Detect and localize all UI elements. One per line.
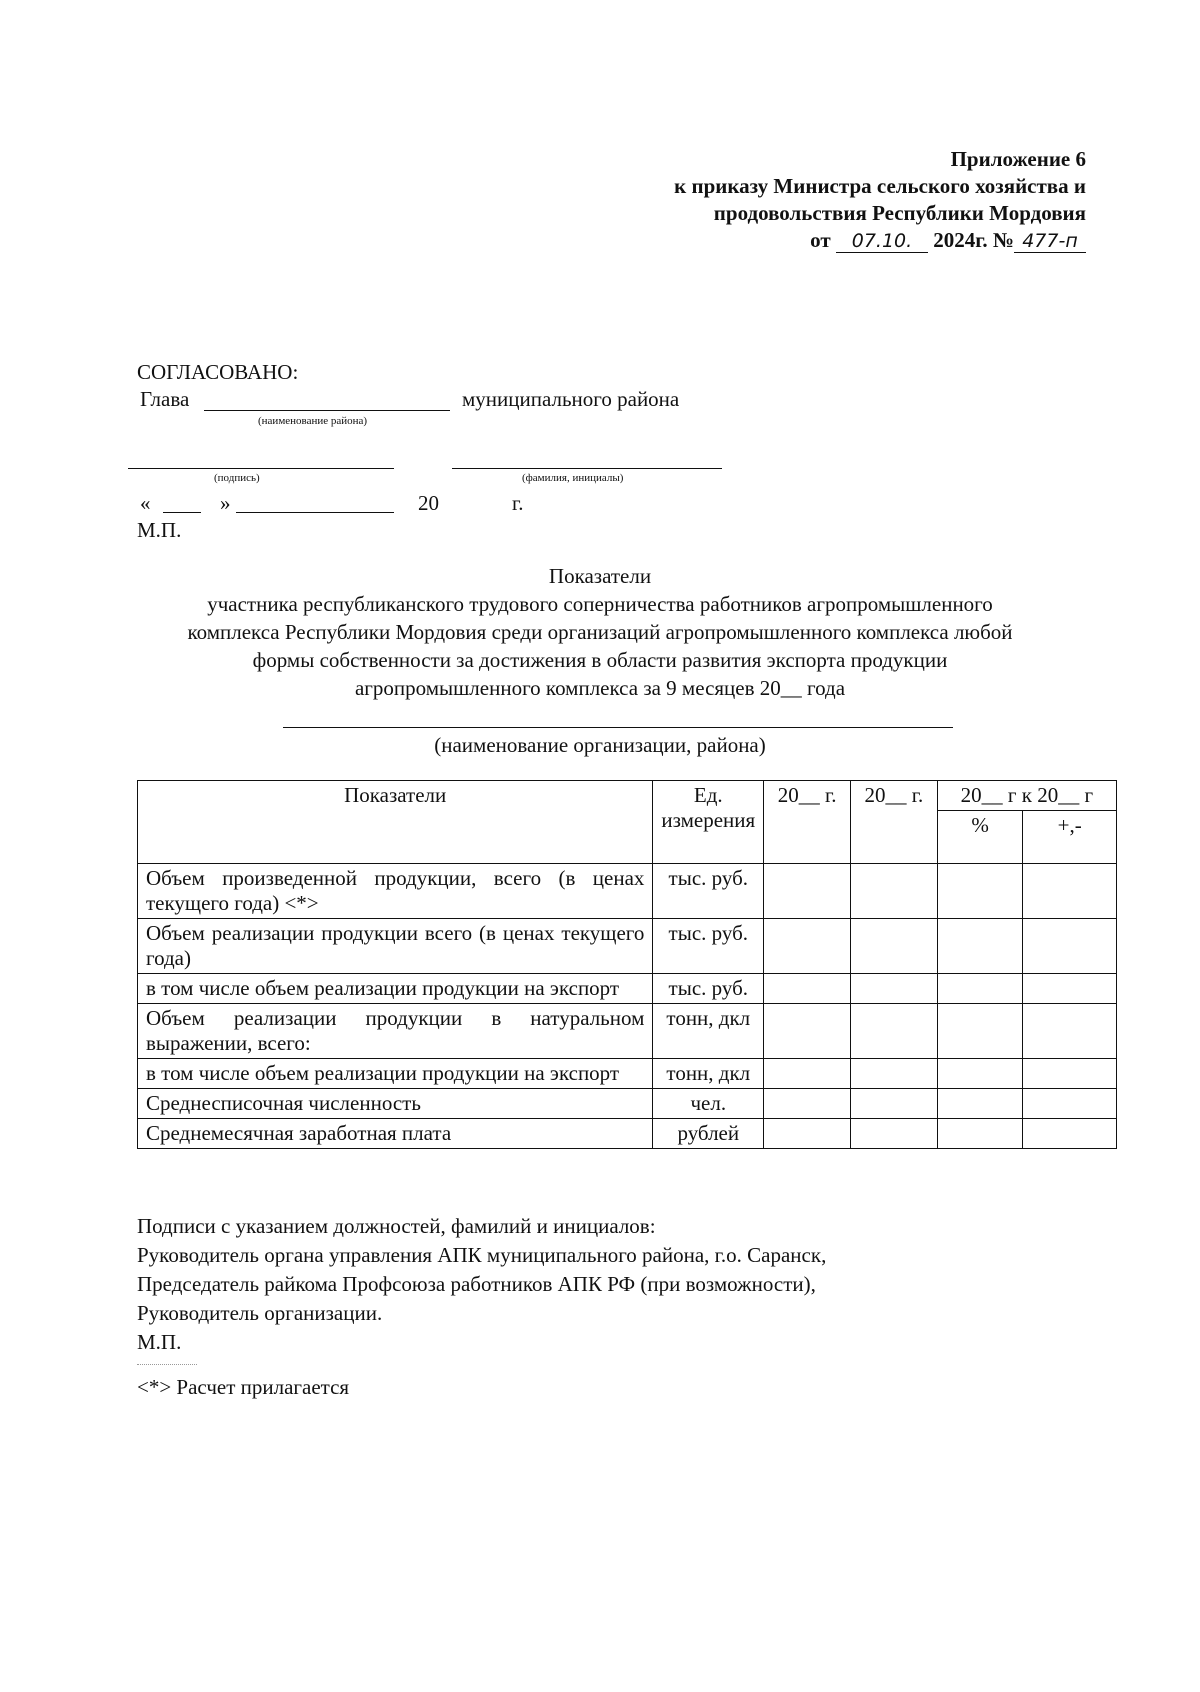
table-row <box>138 864 1117 919</box>
signatures-stamp: М.П. <box>137 1330 182 1354</box>
value-percent-cell[interactable] <box>937 864 1023 919</box>
table-row <box>138 1059 1117 1089</box>
appendix-ministry-line: продовольствия Республики Мордовия <box>713 201 1086 225</box>
value-year-2-cell[interactable] <box>850 864 937 919</box>
order-year: 2024г. № <box>933 228 1014 252</box>
district-caption: (наименование района) <box>258 415 368 427</box>
organization-caption: (наименование организации, района) <box>434 733 766 757</box>
indicator-name: Объем реализации продукции всего (в ценах текущего года) <box>138 919 653 974</box>
table-row <box>138 1004 1117 1059</box>
header-year-2: 20__ г. <box>850 781 937 864</box>
signature-union-chair: Председатель райкома Профсоюза работников АПК РФ (при возможности), <box>137 1272 816 1296</box>
indicator-name: Среднесписочная численность <box>138 1089 653 1119</box>
value-plus-minus-cell[interactable] <box>1023 1059 1117 1089</box>
header-plus-minus: +,- <box>1023 811 1117 864</box>
value-year-2-cell[interactable] <box>850 974 937 1004</box>
value-year-2-cell[interactable] <box>850 1089 937 1119</box>
indicator-name: Объем произведенной продукции, всего (в ценах текущего года) <*> <box>138 864 653 919</box>
indicator-unit: рублей <box>653 1119 764 1149</box>
document-title <box>150 562 1050 702</box>
signature-apk-head: Руководитель органа управления АПК муниципального района, г.о. Саранск, <box>137 1243 827 1267</box>
district-blank <box>204 410 450 411</box>
value-plus-minus-cell[interactable] <box>1023 864 1117 919</box>
title-line-1: Показатели <box>548 564 652 588</box>
indicator-name: Среднемесячная заработная плата <box>138 1119 653 1149</box>
value-percent-cell[interactable] <box>937 1004 1023 1059</box>
month-blank <box>236 512 394 513</box>
value-percent-cell[interactable] <box>937 919 1023 974</box>
table-row <box>138 974 1117 1004</box>
appendix-date-line <box>674 227 1086 254</box>
table-row <box>138 919 1117 974</box>
organization-blank <box>283 727 953 728</box>
approval-stamp: М.П. <box>137 518 182 542</box>
value-year-2-cell[interactable] <box>850 1119 937 1149</box>
header-indicators: Показатели <box>138 781 653 864</box>
table-header-row <box>138 781 1117 811</box>
year-label: 20 <box>418 491 439 515</box>
date-prefix: от <box>810 228 831 252</box>
approval-heading: СОГЛАСОВАНО: <box>137 360 299 384</box>
quote-close: » <box>220 491 231 515</box>
value-year-1-cell[interactable] <box>764 974 851 1004</box>
handwritten-order-number: 477-п <box>1014 230 1086 253</box>
appendix-number: Приложение 6 <box>950 147 1086 171</box>
title-line-2: участника республиканского трудового соперничества работников агропромышленного <box>207 592 993 616</box>
header-comparison: 20__ г к 20__ г <box>937 781 1116 811</box>
handwritten-date: 07.10. <box>836 230 928 253</box>
value-percent-cell[interactable] <box>937 974 1023 1004</box>
indicator-name: Объем реализации продукции в натуральном выражении, всего: <box>138 1004 653 1059</box>
footnote-separator <box>137 1364 197 1365</box>
value-year-1-cell[interactable] <box>764 1089 851 1119</box>
value-year-2-cell[interactable] <box>850 919 937 974</box>
indicator-unit: тыс. руб. <box>653 864 764 919</box>
footnote: <*> Расчет прилагается <box>137 1375 350 1399</box>
signature-org-head: Руководитель организации. <box>137 1301 383 1325</box>
quote-open: « <box>140 491 151 515</box>
value-plus-minus-cell[interactable] <box>1023 974 1117 1004</box>
name-caption: (фамилия, инициалы) <box>522 472 624 484</box>
table-row <box>138 1119 1117 1149</box>
value-percent-cell[interactable] <box>937 1089 1023 1119</box>
table-body <box>138 864 1117 1149</box>
title-line-5: агропромышленного комплекса за 9 месяцев 20__ года <box>354 676 846 700</box>
appendix-order-line: к приказу Министра сельского хозяйства и <box>674 174 1086 198</box>
signature-blank <box>128 468 394 469</box>
signatures-intro: Подписи с указанием должностей, фамилий и инициалов: <box>137 1214 656 1238</box>
value-plus-minus-cell[interactable] <box>1023 919 1117 974</box>
indicators-table <box>137 780 1117 1149</box>
value-plus-minus-cell[interactable] <box>1023 1119 1117 1149</box>
indicator-unit: чел. <box>653 1089 764 1119</box>
value-plus-minus-cell[interactable] <box>1023 1089 1117 1119</box>
indicator-unit: тыс. руб. <box>653 919 764 974</box>
day-blank <box>163 512 201 513</box>
head-label: Глава <box>140 387 190 411</box>
header-unit: Ед. измерения <box>653 781 764 864</box>
header-year-1: 20__ г. <box>764 781 851 864</box>
value-year-1-cell[interactable] <box>764 919 851 974</box>
value-year-1-cell[interactable] <box>764 1059 851 1089</box>
table-row <box>138 1089 1117 1119</box>
indicator-name: в том числе объем реализации продукции на экспорт <box>138 1059 653 1089</box>
indicator-unit: тонн, дкл <box>653 1059 764 1089</box>
signatures-block <box>137 1212 826 1357</box>
year-suffix: г. <box>512 491 524 515</box>
indicator-name: в том числе объем реализации продукции на экспорт <box>138 974 653 1004</box>
value-percent-cell[interactable] <box>937 1059 1023 1089</box>
title-line-3: комплекса Республики Мордовия среди организаций агропромышленного комплекса любой <box>187 620 1013 644</box>
appendix-header <box>674 146 1086 254</box>
value-year-1-cell[interactable] <box>764 1119 851 1149</box>
value-percent-cell[interactable] <box>937 1119 1023 1149</box>
indicator-unit: тыс. руб. <box>653 974 764 1004</box>
indicator-unit: тонн, дкл <box>653 1004 764 1059</box>
value-year-2-cell[interactable] <box>850 1059 937 1089</box>
signature-caption: (подпись) <box>214 472 260 484</box>
title-line-4: формы собственности за достижения в области развития экспорта продукции <box>252 648 948 672</box>
name-blank <box>452 468 722 469</box>
header-percent: % <box>937 811 1023 864</box>
value-year-2-cell[interactable] <box>850 1004 937 1059</box>
value-year-1-cell[interactable] <box>764 1004 851 1059</box>
value-year-1-cell[interactable] <box>764 864 851 919</box>
value-plus-minus-cell[interactable] <box>1023 1004 1117 1059</box>
municipal-label: муниципального района <box>462 387 680 411</box>
